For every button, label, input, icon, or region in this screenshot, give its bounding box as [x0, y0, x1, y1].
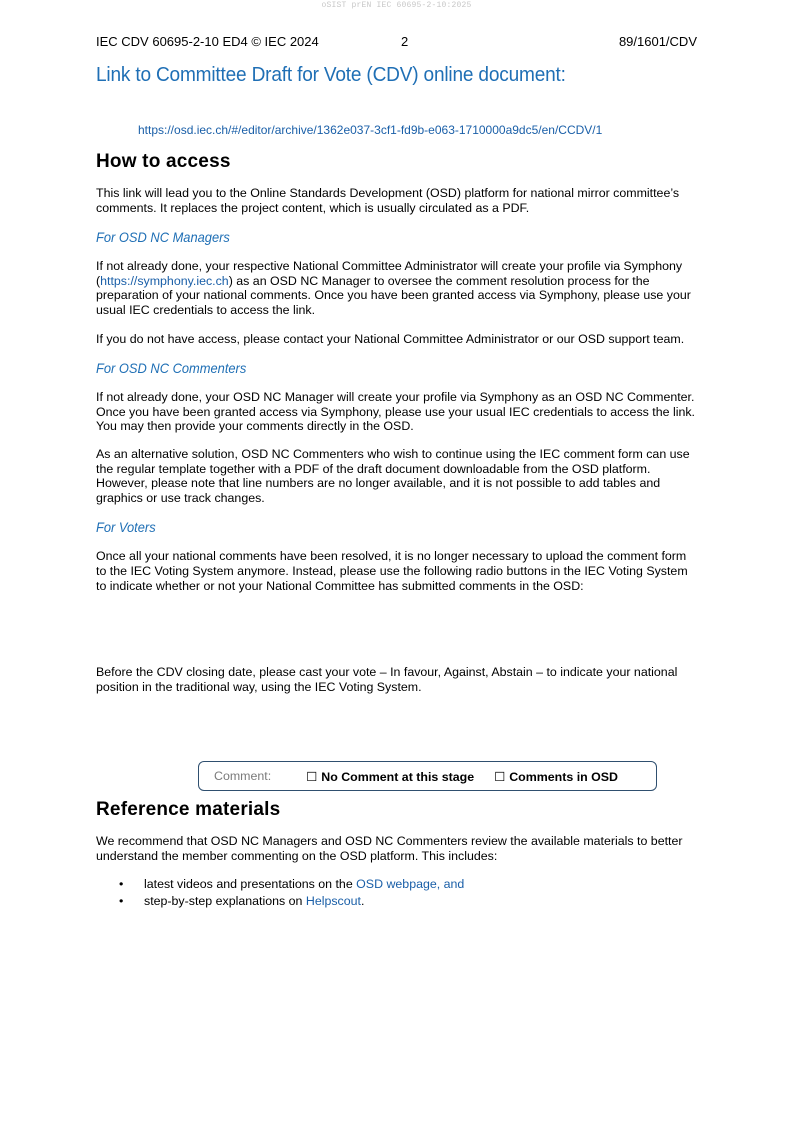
checkbox-icon: ☐ — [306, 769, 318, 784]
how-to-access-heading: How to access — [96, 151, 231, 172]
reference-item-end: . — [360, 894, 365, 909]
voters-heading: For Voters — [96, 519, 156, 536]
access-intro-paragraph: This link will lead you to the Online Standards Development (OSD) platform for national mirror committee’s comments. It replaces the project content, which is usually circulated as a PDF. — [96, 186, 680, 215]
osd-webpage-link[interactable]: OSD webpage, and — [356, 877, 465, 892]
reference-item-text: latest videos and presentations on the — [144, 877, 357, 892]
cdv-document-link[interactable]: https://osd.iec.ch/#/editor/archive/1362e037-3cf1-fd9b-e063-1710000a9dc5/en/CCDV/1 — [138, 123, 603, 137]
voters-paragraph: Once all your national comments have been resolved, it is no longer necessary to upload the comment form to the IEC Voting System anymore. Instead, please use the following radio buttons in the IEC Voting System to indicate whether or not your National Committee has submitted comments in the OSD: — [96, 549, 688, 593]
list-item — [96, 876, 696, 893]
symphony-link[interactable]: https://symphony.iec.ch — [100, 273, 229, 288]
nc-managers-support-paragraph: If you do not have access, please contact your National Committee Administrator or our OSD support team. — [96, 331, 685, 346]
checkbox-icon: ☐ — [494, 769, 506, 784]
no-comment-checkbox[interactable] — [306, 769, 474, 784]
radio-button-placeholder — [96, 593, 696, 651]
reference-materials-heading: Reference materials — [96, 799, 281, 820]
comments-in-osd-label: Comments in OSD — [509, 769, 618, 784]
nc-managers-paragraph — [96, 259, 696, 317]
nc-commenters-heading: For OSD NC Commenters — [96, 360, 247, 377]
voting-instructions-paragraph: Before the CDV closing date, please cast your vote – In favour, Against, Abstain – to indicate your national position in the traditional way, using the IEC Voting System. — [96, 665, 678, 694]
reference-section — [96, 799, 696, 910]
page-content — [96, 63, 696, 694]
list-item — [96, 893, 696, 910]
reference-item-text: step-by-step explanations on — [144, 894, 306, 909]
reference-intro-paragraph: We recommend that OSD NC Managers and OSD NC Commenters review the available materials to better understand the member commenting on the OSD platform. This includes: — [96, 834, 683, 863]
nc-managers-heading: For OSD NC Managers — [96, 229, 230, 246]
comments-in-osd-checkbox[interactable] — [494, 769, 618, 784]
nc-commenters-paragraph: If not already done, your OSD NC Manager will create your profile via Symphony as an OSD NC Commenter. Once you have been granted access via Symphony, please use your usual IEC credentials to access the link. You may then provide your comments directly in the OSD. — [96, 390, 695, 434]
comment-option-box — [198, 761, 657, 791]
cdv-link-title: Link to Committee Draft for Vote (CDV) online document: — [96, 63, 566, 86]
no-comment-label: No Comment at this stage — [321, 769, 475, 784]
header-page-number: 2 — [401, 34, 409, 49]
comment-label: Comment: — [214, 769, 272, 783]
nc-managers-text-a: If not already done, your respective National Committee Administrator will create your profile via Symphony ( — [96, 259, 683, 288]
reference-list — [96, 876, 696, 910]
header-document-id: IEC CDV 60695-2-10 ED4 © IEC 2024 — [96, 34, 319, 49]
header-document-reference: 89/1601/CDV — [618, 34, 697, 49]
helpscout-link[interactable]: Helpscout — [305, 894, 361, 909]
document-watermark: oSIST prEN IEC 60695-2-10:2025 — [321, 1, 472, 10]
nc-managers-text-b: ) as an OSD NC Manager to oversee the comment resolution process for the preparation of your national comments. Once you have been granted access via Symphony, please use your usual IEC credentials to access the link. — [96, 273, 691, 317]
nc-commenters-alternative-paragraph: As an alternative solution, OSD NC Commenters who wish to continue using the IEC comment form can use the regular template together with a PDF of the draft document downloadable from the OSD platform. However, please note that line numbers are no longer available, and it is not possible to add tables and graphics or use track changes. — [96, 446, 690, 505]
